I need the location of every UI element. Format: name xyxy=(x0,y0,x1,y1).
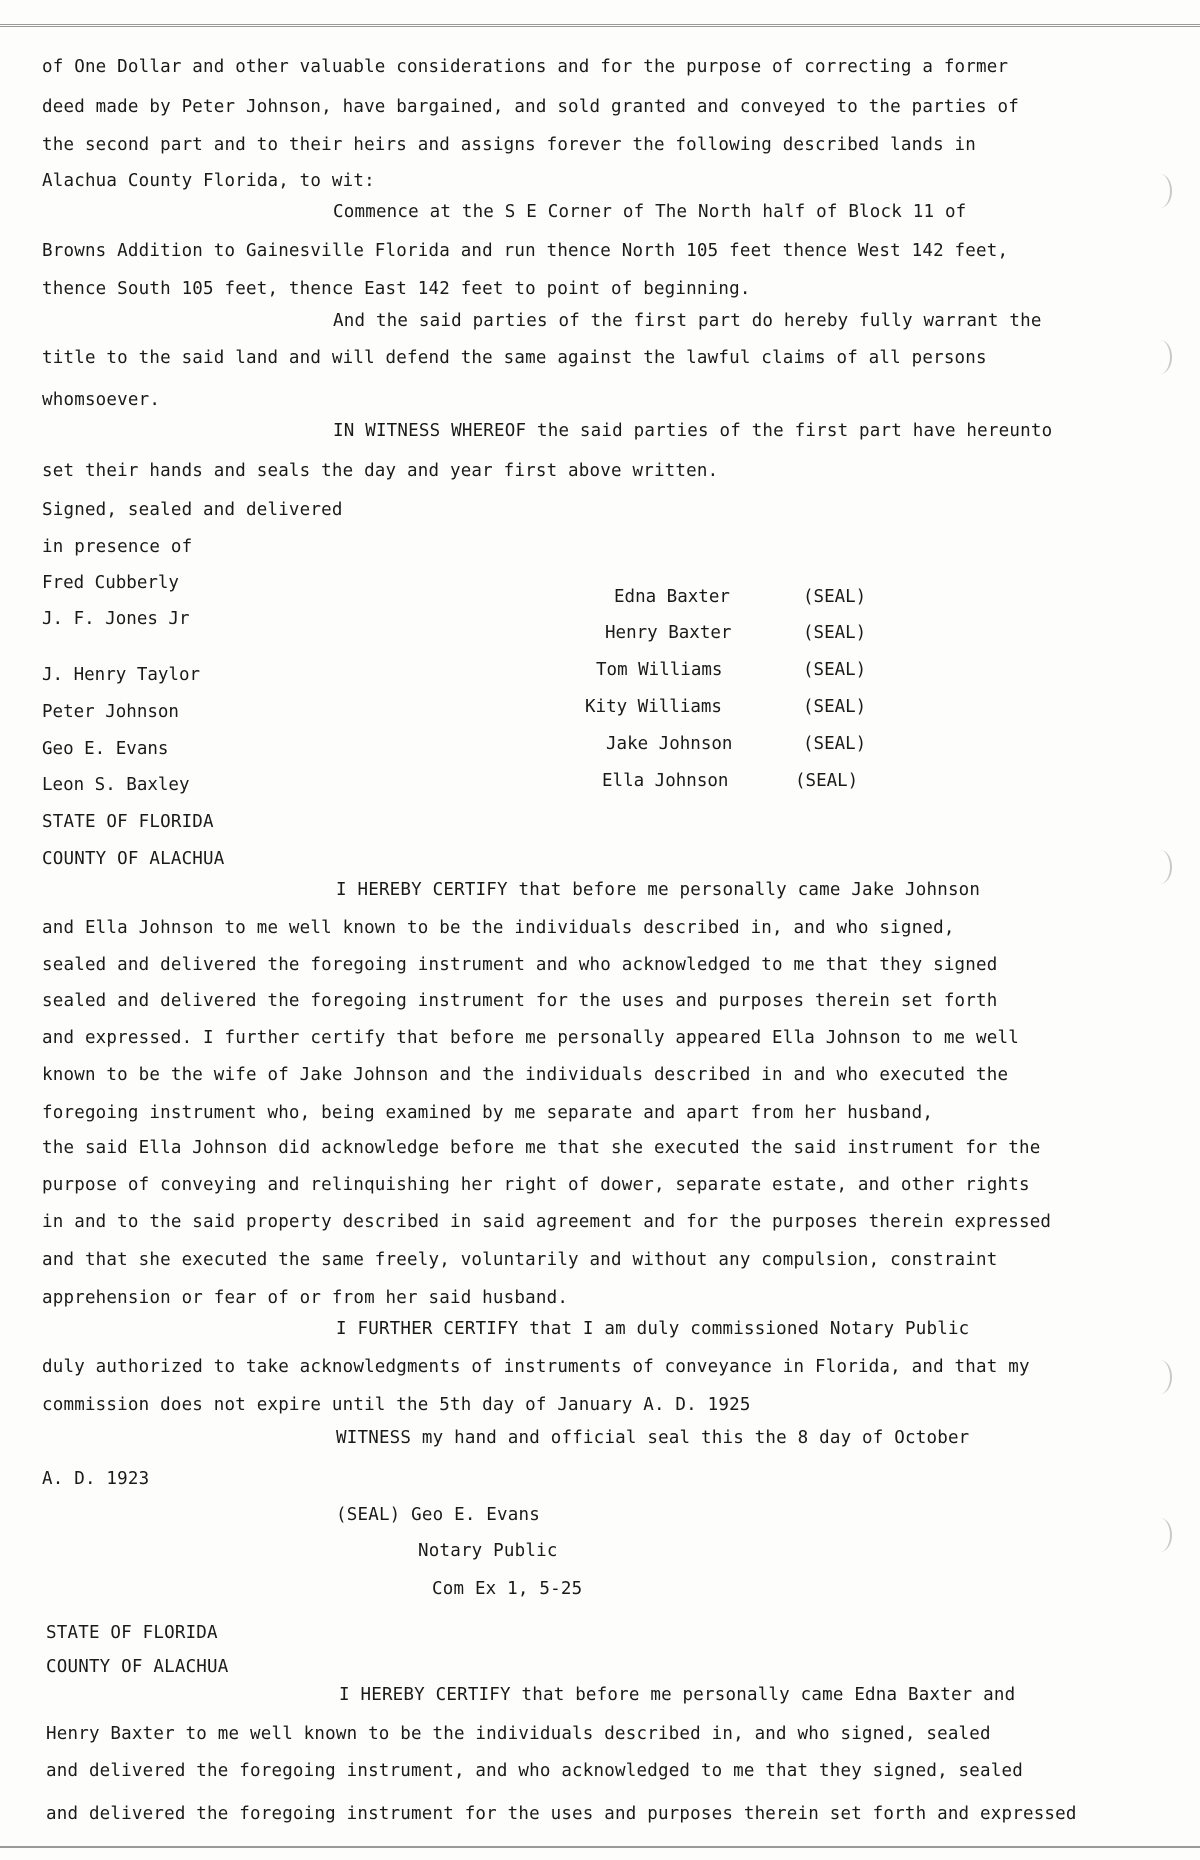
body-line: deed made by Peter Johnson, have bargained, and sold granted and conveyed to the parties of xyxy=(42,97,1019,117)
cert-line: and Ella Johnson to me well known to be the individuals described in, and who signed, xyxy=(42,918,955,938)
signer-seal: (SEAL) xyxy=(803,623,867,643)
bottom-rule xyxy=(0,1846,1200,1848)
cert-line: duly authorized to take acknowledgments of instruments of conveyance in Florida, and that my xyxy=(42,1357,1030,1377)
cert-line: I FURTHER CERTIFY that I am duly commissioned Notary Public xyxy=(336,1319,970,1339)
cert-line: apprehension or fear of or from her said husband. xyxy=(42,1288,569,1308)
signer-name: Henry Baxter xyxy=(605,623,732,643)
witness-name: Leon S. Baxley xyxy=(42,775,190,795)
notary-title: Notary Public xyxy=(418,1541,558,1561)
signer-seal: (SEAL) xyxy=(803,697,867,717)
body-line: set their hands and seals the day and year first above written. xyxy=(42,461,719,481)
cert-line: known to be the wife of Jake Johnson and the individuals described in and who executed the xyxy=(42,1065,1009,1085)
cert-line: I HEREBY CERTIFY that before me personally came Jake Johnson xyxy=(336,880,981,900)
cert-line: and delivered the foregoing instrument, and who acknowledged to me that they signed, sealed xyxy=(46,1761,1023,1781)
signer-name: Ella Johnson xyxy=(602,771,729,791)
venue-county: COUNTY OF ALACHUA xyxy=(46,1657,229,1677)
witness-name: Geo E. Evans xyxy=(42,739,169,759)
signer-name: Edna Baxter xyxy=(614,587,730,607)
punch-hole xyxy=(1148,850,1172,884)
body-line: of One Dollar and other valuable considerations and for the purpose of correcting a former xyxy=(42,57,1009,77)
cert-line: I HEREBY CERTIFY that before me personally came Edna Baxter and xyxy=(339,1685,1016,1705)
body-line: the second part and to their heirs and assigns forever the following described lands in xyxy=(42,135,977,155)
signer-seal: (SEAL) xyxy=(803,660,867,680)
witness-name: J. F. Jones Jr xyxy=(42,609,190,629)
signer-seal: (SEAL) xyxy=(803,587,867,607)
punch-hole xyxy=(1148,1360,1172,1394)
cert-line: and delivered the foregoing instrument for the uses and purposes therein set forth and expressed xyxy=(46,1804,1077,1824)
top-rule xyxy=(0,24,1200,27)
cert-line: purpose of conveying and relinquishing her right of dower, separate estate, and other rights xyxy=(42,1175,1030,1195)
cert-line: foregoing instrument who, being examined by me separate and apart from her husband, xyxy=(42,1103,934,1123)
signer-name: Tom Williams xyxy=(596,660,723,680)
witness-name: Fred Cubberly xyxy=(42,573,179,593)
signer-seal: (SEAL) xyxy=(795,771,859,791)
venue-state: STATE OF FLORIDA xyxy=(42,812,214,832)
cert-line: sealed and delivered the foregoing instrument for the uses and purposes therein set forth xyxy=(42,991,998,1011)
notary-signature: (SEAL) Geo E. Evans xyxy=(336,1505,540,1525)
body-line: thence South 105 feet, thence East 142 feet to point of beginning. xyxy=(42,279,751,299)
punch-hole xyxy=(1148,1518,1172,1552)
punch-hole xyxy=(1148,340,1172,374)
body-line: And the said parties of the first part do hereby fully warrant the xyxy=(333,311,1042,331)
cert-line: sealed and delivered the foregoing instrument and who acknowledged to me that they signed xyxy=(42,955,998,975)
body-line: IN WITNESS WHEREOF the said parties of the first part have hereunto xyxy=(333,421,1053,441)
cert-line: in and to the said property described in said agreement and for the purposes therein expressed xyxy=(42,1212,1052,1232)
signer-seal: (SEAL) xyxy=(803,734,867,754)
venue-county: COUNTY OF ALACHUA xyxy=(42,849,225,869)
cert-line: and that she executed the same freely, voluntarily and without any compulsion, constraint xyxy=(42,1250,998,1270)
witness-name: Peter Johnson xyxy=(42,702,179,722)
punch-hole xyxy=(1148,174,1172,208)
witness-name: J. Henry Taylor xyxy=(42,665,201,685)
witness-seal-line: A. D. 1923 xyxy=(42,1469,150,1489)
signer-name: Kity Williams xyxy=(585,697,722,717)
body-line: title to the said land and will defend the same against the lawful claims of all persons xyxy=(42,348,987,368)
body-line: Commence at the S E Corner of The North half of Block 11 of xyxy=(333,202,967,222)
cert-line: commission does not expire until the 5th day of January A. D. 1925 xyxy=(42,1395,751,1415)
witness-seal-line: WITNESS my hand and official seal this the 8 day of October xyxy=(336,1428,970,1448)
body-line: whomsoever. xyxy=(42,390,161,410)
notary-commission: Com Ex 1, 5-25 xyxy=(432,1579,583,1599)
body-line: Browns Addition to Gainesville Florida and run thence North 105 feet thence West 142 feet, xyxy=(42,241,1009,261)
cert-line: Henry Baxter to me well known to be the individuals described in, and who signed, sealed xyxy=(46,1724,991,1744)
venue-state: STATE OF FLORIDA xyxy=(46,1623,218,1643)
witness-intro: in presence of xyxy=(42,537,193,557)
signer-name: Jake Johnson xyxy=(606,734,733,754)
body-line: Alachua County Florida, to wit: xyxy=(42,171,375,191)
cert-line: the said Ella Johnson did acknowledge before me that she executed the said instrument for the xyxy=(42,1138,1041,1158)
witness-intro: Signed, sealed and delivered xyxy=(42,500,343,520)
cert-line: and expressed. I further certify that before me personally appeared Ella Johnson to me well xyxy=(42,1028,1019,1048)
